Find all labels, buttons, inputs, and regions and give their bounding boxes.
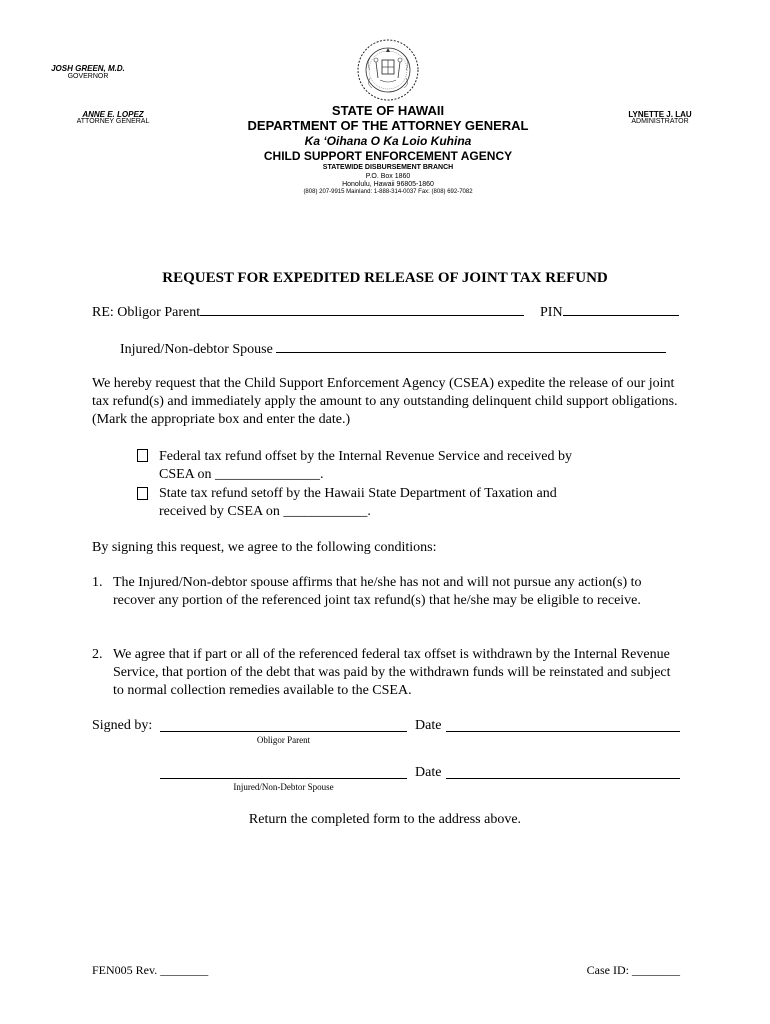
- pin-field[interactable]: [563, 315, 679, 316]
- federal-refund-option: [159, 448, 629, 484]
- state-name: STATE OF HAWAII: [331, 103, 445, 118]
- phone-numbers: (808) 207-9915 Mainland: 1-888-314-0037 Fax: (808) 692-7082: [303, 189, 473, 195]
- department-name: DEPARTMENT OF THE ATTORNEY GENERAL: [247, 118, 529, 133]
- city-address: Honolulu, Hawaii 96805-1860: [342, 181, 434, 188]
- conditions-intro: By signing this request, we agree to the following conditions:: [92, 540, 437, 555]
- condition-2-number: 2.: [92, 647, 103, 662]
- re-obligor-row: [92, 304, 524, 322]
- hawaiian-department-name: Ka ‘Oihana O Ka Loio Kuhina: [304, 134, 472, 148]
- return-instructions: Return the completed form to the address above.: [248, 812, 522, 827]
- condition-1-number: 1.: [92, 575, 103, 590]
- obligor-caption: Obligor Parent: [256, 735, 311, 745]
- request-paragraph: We hereby request that the Child Support Enforcement Agency (CSEA) expedite the release of our joint tax refund(s) and immediately apply the amount to any outstanding delinquent child support obligations. (Mark the appropriate box and enter the date.): [92, 376, 678, 427]
- pin-label: PIN: [540, 305, 563, 320]
- condition-2-text: We agree that if part or all of the referenced federal tax offset is withdrawn by the Internal Revenue Service, that portion of the debt that was paid by the withdrawn funds will be reinstated and subject to normal collection remedies available to the CSEA.: [113, 647, 671, 698]
- spouse-row: [120, 341, 666, 359]
- form-title: REQUEST FOR EXPEDITED RELEASE OF JOINT TAX REFUND: [162, 270, 608, 286]
- federal-refund-checkbox[interactable]: [137, 449, 148, 462]
- re-obligor-label: RE: Obligor Parent: [92, 305, 201, 320]
- pin-row: [540, 304, 679, 322]
- case-id: Case ID: ________: [586, 963, 680, 977]
- state-seal-icon: [356, 38, 420, 102]
- po-box: P.O. Box 1860: [365, 173, 411, 180]
- spouse-label: Injured/Non-debtor Spouse: [120, 342, 273, 357]
- spouse-field[interactable]: [276, 352, 666, 353]
- spouse-date-line[interactable]: [446, 778, 680, 779]
- state-refund-text-line2: received by CSEA on ____________.: [159, 504, 371, 519]
- obligor-signature-line[interactable]: [160, 731, 407, 732]
- branch-name: STATEWIDE DISBURSEMENT BRANCH: [322, 164, 454, 171]
- spouse-signature-line[interactable]: [160, 778, 407, 779]
- federal-refund-text-line1: Federal tax refund offset by the Internal Revenue Service and received by: [159, 449, 572, 464]
- federal-refund-text-line2: CSEA on _______________.: [159, 467, 324, 482]
- attorney-general-title: ATTORNEY GENERAL: [76, 118, 150, 125]
- agency-name: CHILD SUPPORT ENFORCEMENT AGENCY: [263, 149, 513, 163]
- state-refund-text-line1: State tax refund setoff by the Hawaii State Department of Taxation and: [159, 486, 557, 501]
- state-refund-option: [159, 485, 629, 521]
- state-refund-checkbox[interactable]: [137, 487, 148, 500]
- administrator-name: LYNETTE J. LAU: [628, 110, 692, 119]
- governor-name: JOSH GREEN, M.D.: [51, 64, 125, 73]
- spouse-date-label: Date: [415, 765, 442, 780]
- obligor-parent-field[interactable]: [200, 315, 524, 316]
- obligor-date-line[interactable]: [446, 731, 680, 732]
- administrator-title: ADMINISTRATOR: [631, 118, 689, 125]
- attorney-general-name: ANNE E. LOPEZ: [82, 110, 144, 119]
- spouse-caption: Injured/Non-Debtor Spouse: [233, 782, 334, 792]
- signed-by-label: Signed by:: [92, 718, 153, 733]
- obligor-date-label: Date: [415, 718, 442, 733]
- governor-title: GOVERNOR: [67, 73, 109, 80]
- condition-1-text: The Injured/Non-debtor spouse affirms that he/she has not and will not pursue any action(s) to recover any portion of the referenced joint tax refund(s) that he/she may be eligible to receive.: [113, 575, 642, 608]
- form-revision: FEN005 Rev. ________: [92, 963, 209, 977]
